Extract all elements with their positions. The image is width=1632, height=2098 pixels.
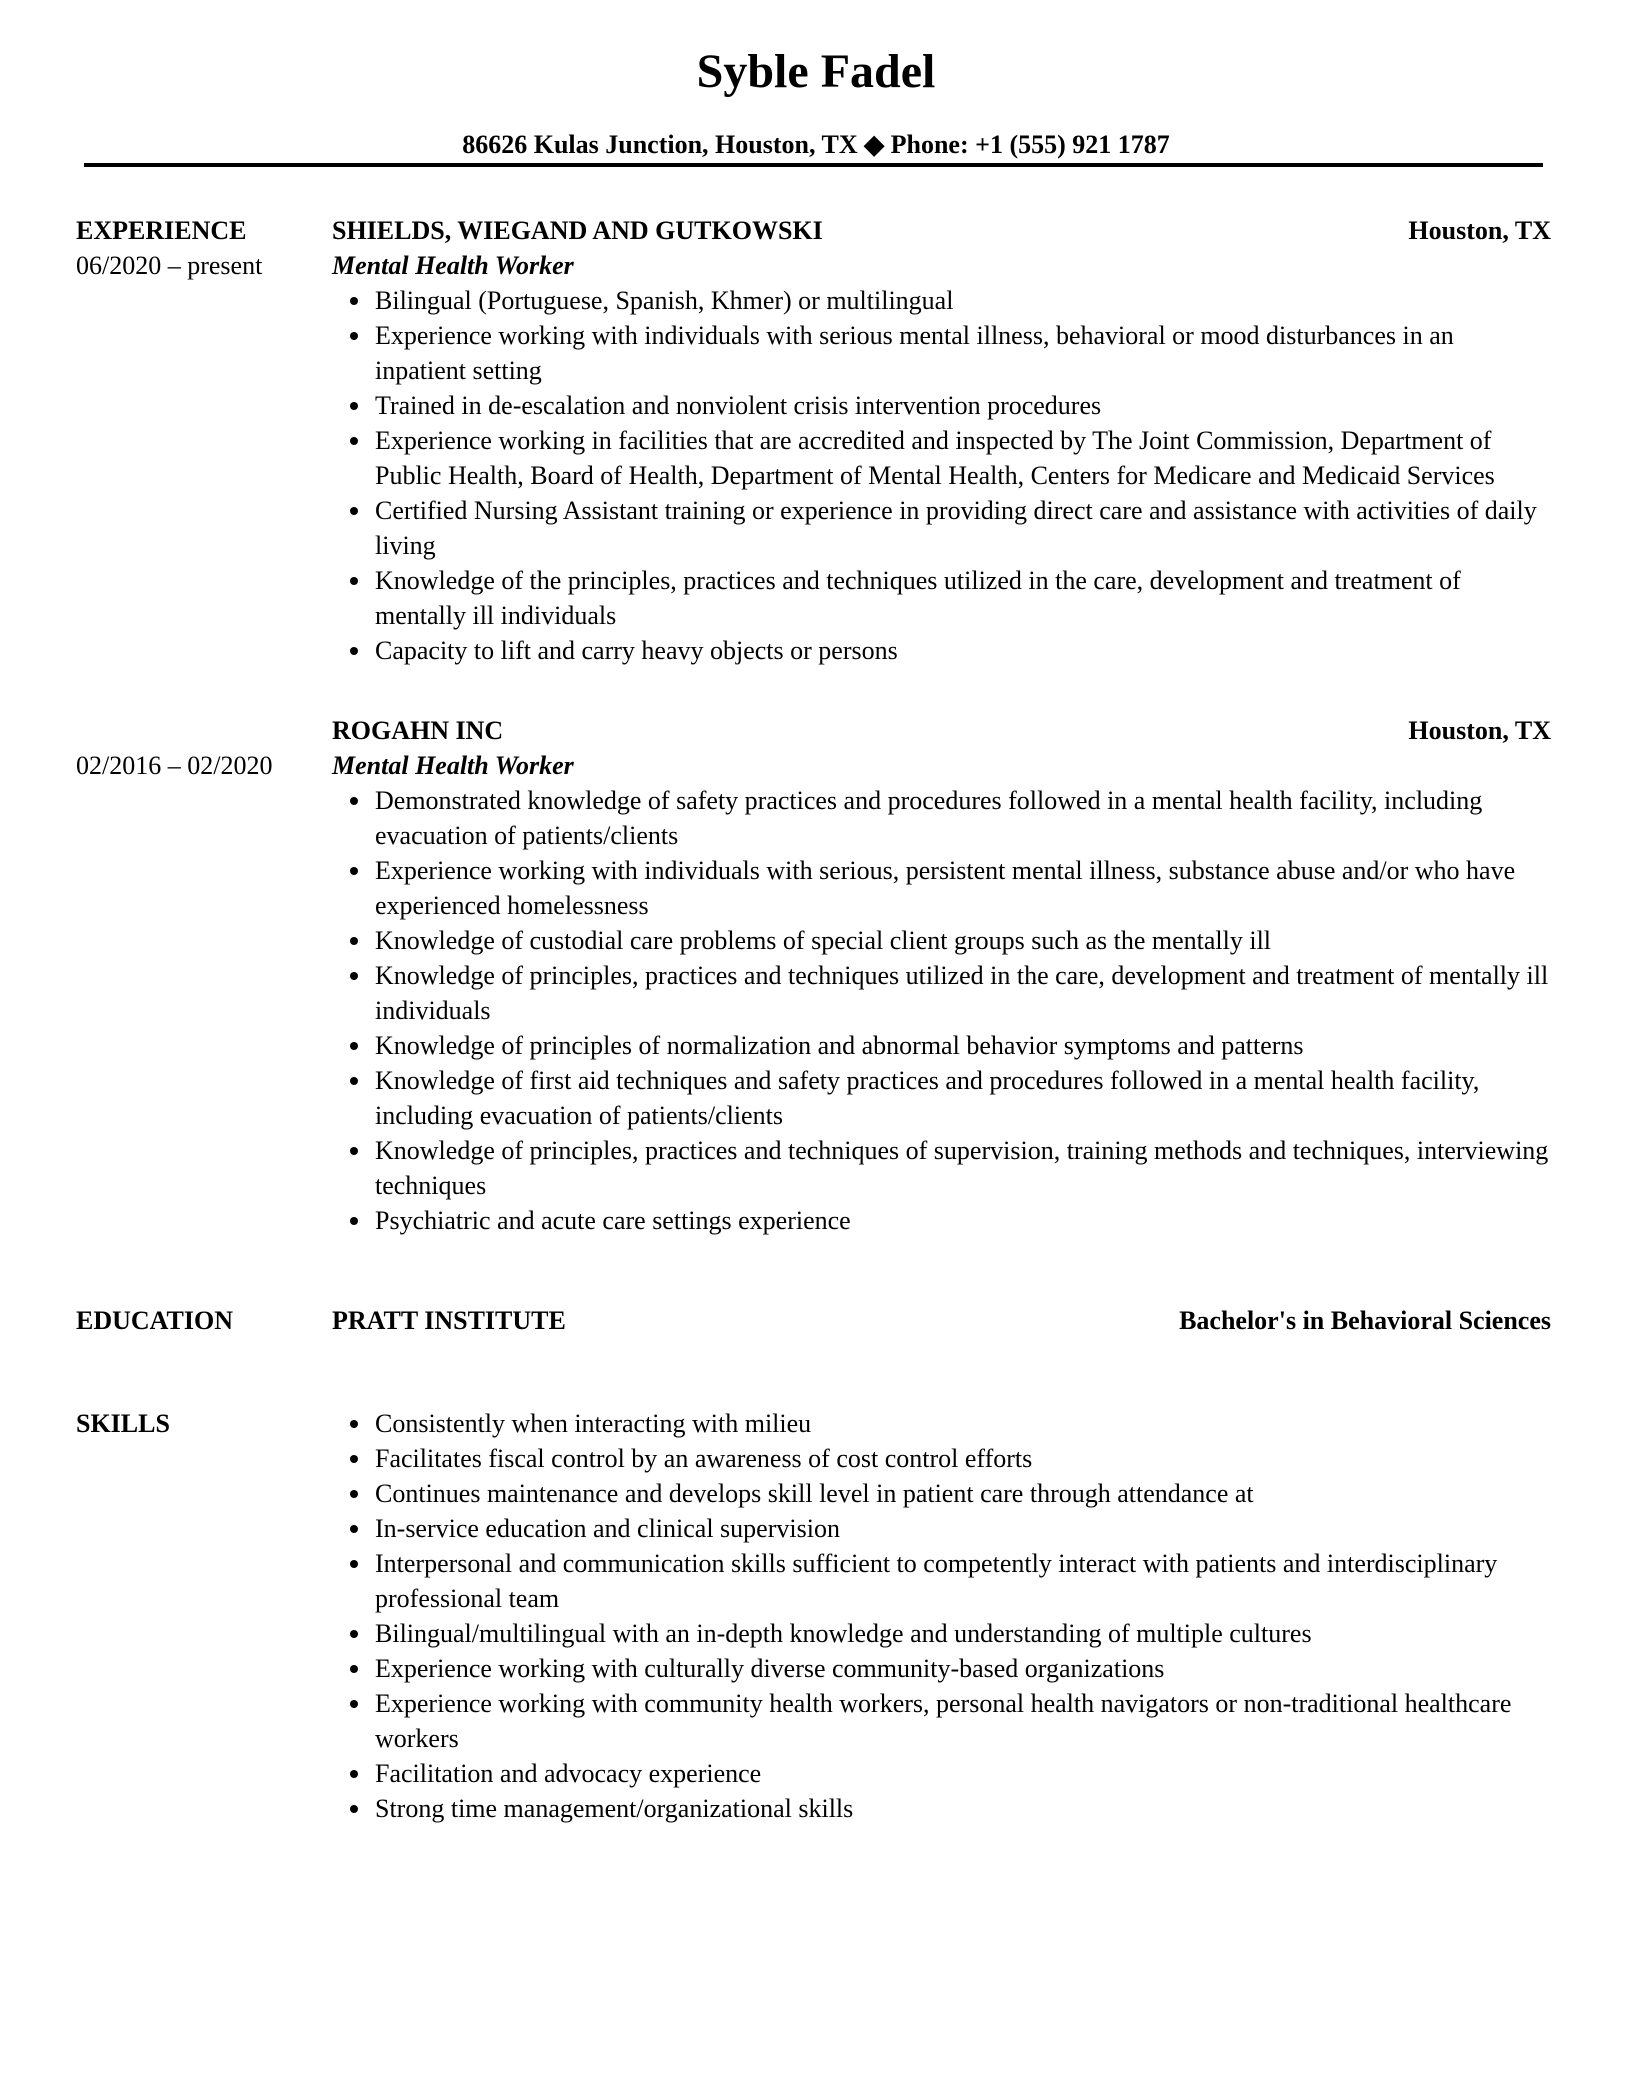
bullet-item: Psychiatric and acute care settings experience	[375, 1203, 1551, 1238]
bullet-item: Facilitates fiscal control by an awareness of cost control efforts	[375, 1441, 1551, 1476]
bullet-item: Strong time management/organizational skills	[375, 1791, 1551, 1826]
skills-list	[332, 1406, 1551, 1826]
bullet-item: Capacity to lift and carry heavy objects or persons	[375, 633, 1551, 668]
bullet-item: Knowledge of the principles, practices and techniques utilized in the care, development and treatment of mentally ill individuals	[375, 563, 1551, 633]
bullet-item: Facilitation and advocacy experience	[375, 1756, 1551, 1791]
job-title: Mental Health Worker	[332, 751, 574, 780]
bullet-item: Continues maintenance and develops skill level in patient care through attendance at	[375, 1476, 1551, 1511]
bullet-item: Experience working with culturally diverse community-based organizations	[375, 1651, 1551, 1686]
education-section	[76, 1303, 1551, 1338]
bullet-item: In-service education and clinical supervision	[375, 1511, 1551, 1546]
school-name: PRATT INSTITUTE	[332, 1306, 566, 1335]
bullet-item: Experience working in facilities that are accredited and inspected by The Joint Commission, Department of Public Health, Board of Health, Department of Mental Health, Centers for Medicare and Medicaid Services	[375, 423, 1551, 493]
bullet-item: Consistently when interacting with milieu	[375, 1406, 1551, 1441]
job-title: Mental Health Worker	[332, 251, 574, 280]
bullet-item: Experience working with community health workers, personal health navigators or non-traditional healthcare workers	[375, 1686, 1551, 1756]
degree: Bachelor's in Behavioral Sciences	[1179, 1306, 1551, 1335]
bullet-item: Experience working with individuals with serious mental illness, behavioral or mood disturbances in an inpatient setting	[375, 318, 1551, 388]
bullet-item: Knowledge of custodial care problems of special client groups such as the mentally ill	[375, 923, 1551, 958]
company-name: SHIELDS, WIEGAND AND GUTKOWSKI	[332, 216, 823, 245]
skills-section	[76, 1406, 1551, 1826]
bullet-item: Bilingual (Portuguese, Spanish, Khmer) or multilingual	[375, 283, 1551, 318]
resume-body	[76, 213, 1551, 1826]
header-divider	[84, 163, 1543, 167]
section-label-experience: EXPERIENCE	[76, 216, 247, 245]
job-dates: 06/2020 – present	[76, 251, 263, 280]
bullet-item: Knowledge of first aid techniques and safety practices and procedures followed in a mental health facility, including evacuation of patients/clients	[375, 1063, 1551, 1133]
bullet-item: Interpersonal and communication skills sufficient to competently interact with patients and interdisciplinary professional team	[375, 1546, 1551, 1616]
bullet-item: Knowledge of principles, practices and techniques utilized in the care, development and treatment of mentally ill individuals	[375, 958, 1551, 1028]
section-label-skills: SKILLS	[76, 1409, 170, 1438]
bullet-item: Trained in de-escalation and nonviolent crisis intervention procedures	[375, 388, 1551, 423]
job-dates: 02/2016 – 02/2020	[76, 751, 273, 780]
job-location: Houston, TX	[1408, 716, 1551, 745]
bullet-item: Demonstrated knowledge of safety practices and procedures followed in a mental health facility, including evacuation of patients/clients	[375, 783, 1551, 853]
bullet-item: Certified Nursing Assistant training or experience in providing direct care and assistance with activities of daily living	[375, 493, 1551, 563]
bullet-item: Bilingual/multilingual with an in-depth knowledge and understanding of multiple cultures	[375, 1616, 1551, 1651]
bullet-item: Knowledge of principles, practices and techniques of supervision, training methods and techniques, interviewing techniques	[375, 1133, 1551, 1203]
experience-job-1	[76, 213, 1551, 668]
bullet-item: Experience working with individuals with serious, persistent mental illness, substance abuse and/or who have experienced homelessness	[375, 853, 1551, 923]
job-bullets	[332, 283, 1551, 668]
contact-line: 86626 Kulas Junction, Houston, TX ◆ Phone: +1 (555) 921 1787	[462, 130, 1170, 159]
section-label-education: EDUCATION	[76, 1306, 233, 1335]
candidate-name: Syble Fadel	[696, 45, 936, 98]
experience-job-2	[76, 713, 1551, 1238]
company-name: ROGAHN INC	[332, 716, 504, 745]
bullet-item: Knowledge of principles of normalization and abnormal behavior symptoms and patterns	[375, 1028, 1551, 1063]
job-bullets	[332, 783, 1551, 1238]
job-location: Houston, TX	[1408, 216, 1551, 245]
